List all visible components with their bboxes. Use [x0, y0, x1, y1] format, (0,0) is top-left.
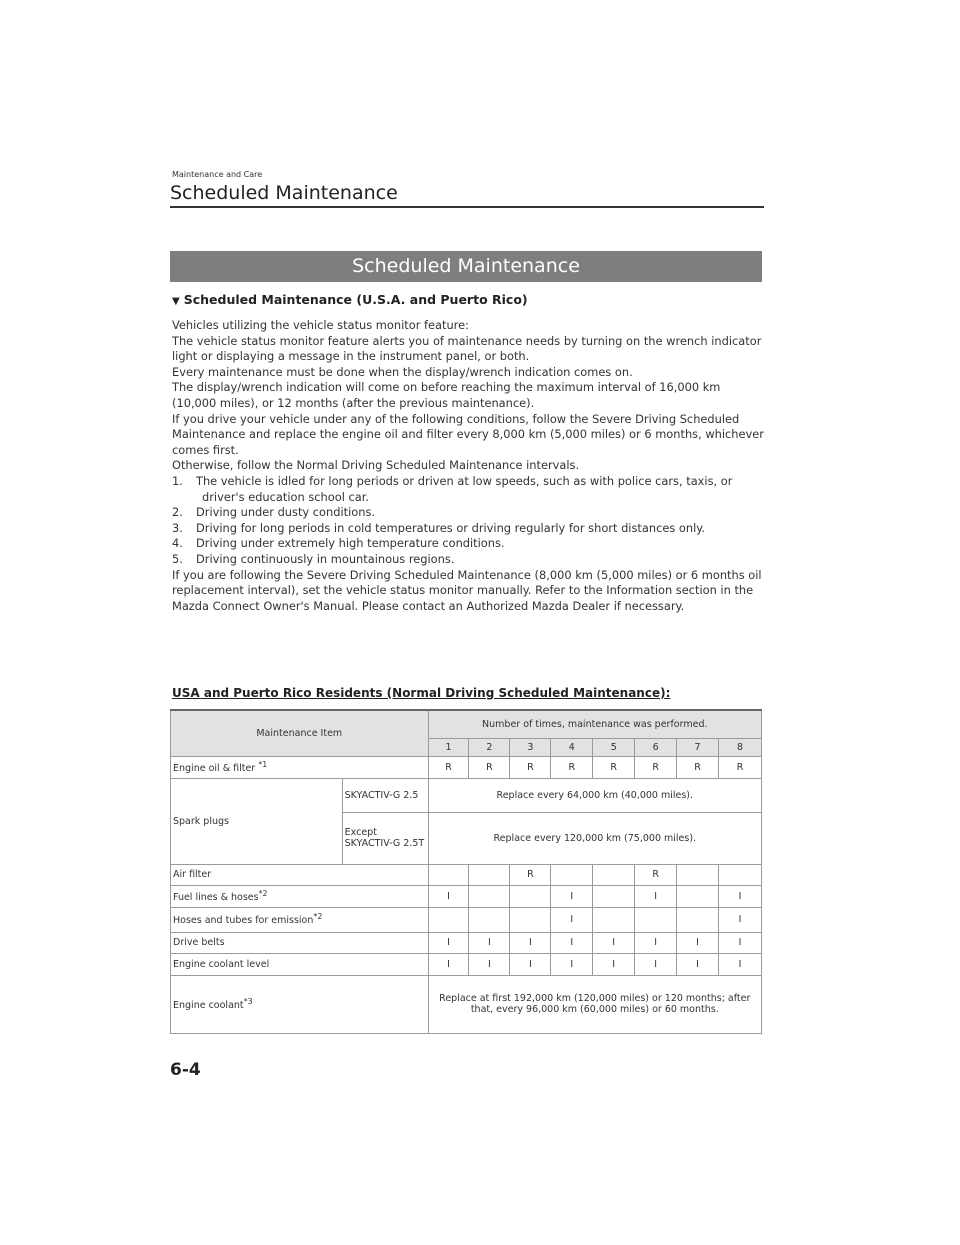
- condition-item: [172, 505, 764, 521]
- schedule-cell: [593, 864, 635, 885]
- subheading-text: Scheduled Maintenance (U.S.A. and Puerto Rico): [183, 292, 528, 307]
- interval-number: 6: [635, 738, 677, 756]
- item-label: Hoses and tubes for emission: [173, 915, 314, 927]
- schedule-cell: R: [510, 864, 551, 885]
- item-label: Engine oil & filter: [173, 763, 256, 775]
- item-label: Engine coolant: [173, 1000, 244, 1012]
- schedule-cell: [428, 864, 469, 885]
- paragraph: Otherwise, follow the Normal Driving Scheduled Maintenance intervals.: [172, 458, 580, 473]
- schedule-cell: [510, 885, 551, 907]
- schedule-cell: I: [677, 953, 719, 975]
- schedule-cell: I: [510, 953, 551, 975]
- table-row: [171, 975, 762, 1033]
- condition-item: [172, 536, 764, 552]
- schedule-cell: I: [719, 885, 762, 907]
- condition-number: 2.: [172, 505, 183, 520]
- schedule-cell: [510, 907, 551, 932]
- schedule-cell: I: [428, 932, 469, 953]
- schedule-cell: I: [551, 907, 593, 932]
- maintenance-table: [170, 709, 762, 1034]
- item-cell: [171, 756, 429, 778]
- schedule-cell: I: [677, 932, 719, 953]
- schedule-cell: I: [551, 885, 593, 907]
- interval-number: 8: [719, 738, 762, 756]
- table-row: [171, 932, 762, 953]
- item-cell: [171, 885, 429, 907]
- condition-text: The vehicle is idled for long periods or driven at low speeds, such as with police cars, taxis, or driver's education school car.: [196, 473, 733, 504]
- footnote-mark: *2: [313, 912, 323, 922]
- schedule-cell: I: [551, 953, 593, 975]
- table-row: [171, 756, 762, 778]
- schedule-cell: [719, 864, 762, 885]
- item-cell: Spark plugs: [171, 778, 343, 864]
- schedule-cell: [677, 864, 719, 885]
- condition-number: 3.: [172, 520, 183, 535]
- page-header-title: Scheduled Maintenance: [170, 182, 398, 204]
- paragraph: Vehicles utilizing the vehicle status monitor feature:: [172, 318, 469, 332]
- schedule-cell: R: [551, 756, 593, 778]
- interval-text: Replace at first 192,000 km (120,000 miles) or 120 months; after that, every 96,000 km (60,000 miles) or 60 months.: [428, 975, 761, 1033]
- item-label: Fuel lines & hoses: [173, 892, 259, 904]
- schedule-cell: R: [719, 756, 762, 778]
- triangle-down-icon: ▼: [172, 296, 180, 307]
- interval-number: 4: [551, 738, 593, 756]
- table-row: [171, 953, 762, 975]
- paragraph: If you are following the Severe Driving Scheduled Maintenance (8,000 km (5,000 miles) or 6 months oil replacement interval), set the vehicle status monitor manually. Refer to the Information section in the Mazda Connect Owner's Manual. Please contact an Authorized Mazda Dealer if necessary.: [172, 567, 762, 613]
- schedule-cell: I: [719, 907, 762, 932]
- interval-text: Replace every 64,000 km (40,000 miles).: [428, 778, 761, 812]
- maintenance-item-header: Maintenance Item: [171, 710, 429, 756]
- schedule-cell: [469, 885, 510, 907]
- schedule-cell: [593, 885, 635, 907]
- schedule-cell: R: [510, 756, 551, 778]
- item-cell: Drive belts: [171, 932, 429, 953]
- schedule-cell: [428, 907, 469, 932]
- variant-cell: Except SKYACTIV-G 2.5T: [342, 812, 428, 864]
- footnote-mark: *3: [243, 996, 253, 1006]
- table-row: [171, 778, 762, 812]
- schedule-cell: R: [635, 756, 677, 778]
- subheading: [172, 292, 528, 307]
- schedule-cell: R: [469, 756, 510, 778]
- schedule-cell: [635, 907, 677, 932]
- paragraph: The vehicle status monitor feature alerts you of maintenance needs by turning on the wrench indicator light or displaying a message in the instrument panel, or both.: [172, 333, 762, 364]
- schedule-cell: I: [635, 932, 677, 953]
- condition-item: [172, 552, 764, 568]
- section-label: Maintenance and Care: [172, 170, 263, 179]
- schedule-cell: [551, 864, 593, 885]
- item-cell: Engine coolant level: [171, 953, 429, 975]
- schedule-cell: I: [593, 953, 635, 975]
- schedule-cell: I: [510, 932, 551, 953]
- times-header: Number of times, maintenance was performed.: [428, 710, 761, 738]
- schedule-cell: [677, 907, 719, 932]
- item-cell: [171, 975, 429, 1033]
- body-text: [172, 318, 764, 614]
- schedule-cell: I: [635, 885, 677, 907]
- item-cell: [171, 907, 429, 932]
- schedule-cell: R: [677, 756, 719, 778]
- condition-item: [172, 474, 764, 505]
- interval-number: 2: [469, 738, 510, 756]
- schedule-cell: I: [428, 953, 469, 975]
- condition-number: 4.: [172, 536, 183, 551]
- schedule-cell: I: [469, 932, 510, 953]
- section-banner: Scheduled Maintenance: [170, 251, 762, 282]
- schedule-cell: [593, 907, 635, 932]
- condition-number: 1.: [172, 473, 183, 488]
- paragraph: Every maintenance must be done when the display/wrench indication comes on.: [172, 364, 633, 379]
- table-row: [171, 864, 762, 885]
- condition-text: Driving under extremely high temperature conditions.: [196, 536, 505, 551]
- schedule-cell: I: [719, 953, 762, 975]
- schedule-cell: [469, 864, 510, 885]
- interval-number: 7: [677, 738, 719, 756]
- condition-text: Driving under dusty conditions.: [196, 505, 376, 520]
- footnote-mark: *1: [258, 759, 268, 769]
- schedule-cell: I: [469, 953, 510, 975]
- variant-cell: SKYACTIV-G 2.5: [342, 778, 428, 812]
- header-rule: [170, 206, 764, 208]
- interval-number: 3: [510, 738, 551, 756]
- footnote-mark: *2: [258, 888, 268, 898]
- page-number: 6-4: [170, 1060, 201, 1080]
- schedule-cell: I: [428, 885, 469, 907]
- paragraph: If you drive your vehicle under any of the following conditions, follow the Severe Driving Scheduled Maintenance and replace the engine oil and filter every 8,000 km (5,000 miles) or 6 months, whichever comes first.: [172, 411, 764, 457]
- schedule-cell: [677, 885, 719, 907]
- schedule-cell: R: [593, 756, 635, 778]
- interval-number: 5: [593, 738, 635, 756]
- schedule-cell: I: [635, 953, 677, 975]
- paragraph: The display/wrench indication will come on before reaching the maximum interval of 16,000 km (10,000 miles), or 12 months (after the previous maintenance).: [172, 380, 721, 410]
- schedule-cell: [469, 907, 510, 932]
- item-cell: Air filter: [171, 864, 429, 885]
- interval-text: Replace every 120,000 km (75,000 miles).: [428, 812, 761, 864]
- condition-text: Driving for long periods in cold temperatures or driving regularly for short distances only.: [196, 520, 705, 535]
- condition-text: Driving continuously in mountainous regions.: [196, 551, 455, 566]
- table-row: [171, 885, 762, 907]
- schedule-cell: I: [551, 932, 593, 953]
- interval-number: 1: [428, 738, 469, 756]
- condition-item: [172, 521, 764, 537]
- table-row: [171, 907, 762, 932]
- schedule-cell: I: [593, 932, 635, 953]
- condition-number: 5.: [172, 551, 183, 566]
- residents-heading: USA and Puerto Rico Residents (Normal Driving Scheduled Maintenance):: [172, 686, 671, 700]
- schedule-cell: R: [635, 864, 677, 885]
- schedule-cell: R: [428, 756, 469, 778]
- schedule-cell: I: [719, 932, 762, 953]
